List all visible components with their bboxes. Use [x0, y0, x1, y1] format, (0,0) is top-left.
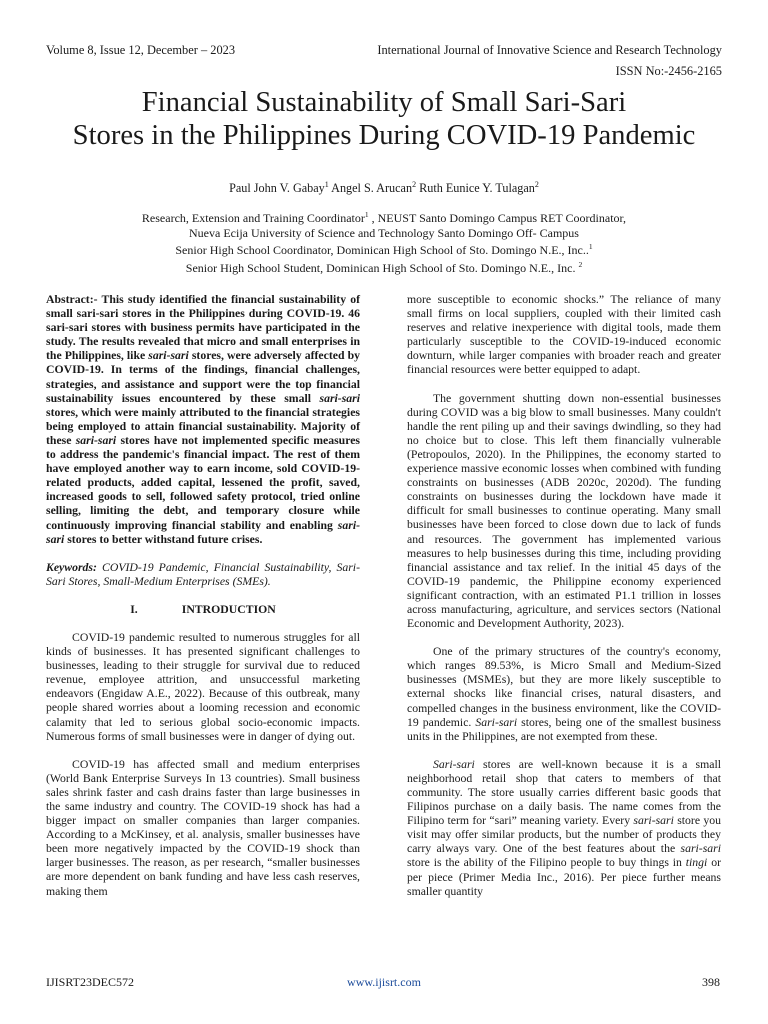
running-header-journal: International Journal of Innovative Science and Research Technology [377, 43, 722, 57]
affiliation-line: Nueva Ecija University of Science and Technology Santo Domingo Off- Campus [189, 225, 579, 240]
affiliations [40, 208, 728, 275]
author-affil-mark: 2 [412, 180, 417, 189]
author-name: Paul John V. Gabay [229, 181, 325, 196]
title-line-1: Financial Sustainability of Small Sari-Sari [141, 87, 627, 118]
left-column [46, 293, 360, 899]
title-line-2: Stores in the Philippines During COVID-19 Pandemic [72, 120, 696, 151]
abstract-label: Abstract:- [46, 293, 98, 306]
keywords: Keywords: COVID-19 Pandemic, Financial Sustainability, Sari-Sari Stores, Small-Medium Enterprises (SMEs). [46, 560, 360, 588]
issn-label: ISSN No:-2456-2165 [615, 64, 722, 78]
abstract: Abstract:- This study identified the financial sustainability of small sari-sari stores in the Philippines during COVID-19. 46 sari-sari stores with business permits have participated in the study. The results revealed that micro and small enterprises in the Philippines, like sari-sari stores, were adversely affected by COVID-19. In terms of the findings, financial challenges, strategies, and assistance and support were the top financial sustainability issues encountered by these small sari-sari stores, which were mainly attributed to the financial strategies being employed to attain financial sustainability. Majority of these sari-sari stores have not implemented specific measures to address the pandemic's financial impact. The rest of them have employed another way to earn income, sold COVID-19-related products, added capital, lessened the profit, saved, increased goods to sell, followed safety protocol, tried online selling, limiting the debt, and temporary closure while continuously improving financial stability and enabling sari-sari stores to better withstand future crises. [46, 293, 361, 546]
footer-paper-code: IJISRT23DEC572 [46, 975, 134, 989]
author-name: Angel S. Arucan [331, 181, 413, 196]
running-header-volume: Volume 8, Issue 12, December – 2023 [46, 43, 236, 57]
section-number: I. [130, 602, 138, 616]
author-affil-mark: 2 [534, 180, 539, 189]
right-column [407, 293, 721, 899]
author-list [0, 180, 768, 196]
section-heading-introduction [46, 603, 360, 617]
footer-page-number: 398 [702, 975, 720, 989]
affiliation-line: Senior High School Student, Dominican High School of Sto. Domingo N.E., Inc. $^2$ [185, 259, 583, 275]
body-paragraph: COVID-19 has affected small and medium enterprises (World Bank Enterprise Surveys In 13 countries). Small business sales shrink faster and cash drains faster than large businesses in the same industry and country. The COVID-19 shock has had a bigger impact on smaller companies than larger companies. According to a McKinsey, et al. analysis, smaller businesses have been more negatively impacted by the COVID-19 shock than larger businesses. The reason, as per research, “smaller businesses are more dependent on bank funding and have less cash reserves, making them [46, 757, 360, 898]
body-paragraph: One of the primary structures of the country's economy, which ranges 89.53%, is Micro Small and Medium-Sized businesses (MSMEs), but they are more likely susceptible to external shocks like financial crises, natural disasters, and compelled changes in the business environment, like the COVID-19 pandemic. Sari-sari stores, being one of the smallest business units in the Philippines, are not exempted from these. [407, 645, 721, 743]
body-paragraph: The government shutting down non-essential businesses during COVID was a big blow to small businesses. Many couldn't handle the rent piling up and their savings dwindling, so they had no choice but to close. This left them financially vulnerable (Petropoulos, 2020). In the Philippines, the economy started to experience massive economic losses when combined with funding constraints on businesses (ADB 2020c, 2020d). The funding constraints on businesses during the lockdown have made it difficult for small businesses to continue operating. Many small businesses have been forced to close down due to lack of funds and resources. The government has implemented various measures to help businesses during this time, including providing financial assistance and tax relief. In the initial 45 days of the COVID-19 pandemic, the Philippine economy experienced significant contraction, with an estimated P1.1 trillion in losses across manufacturing, agriculture, and services sectors (National Economic and Development Authority, 2023). [407, 391, 721, 631]
body-paragraph: Sari-sari stores are well-known because it is a small neighborhood retail shop that caters to members of that community. The store usually carries different basic goods that Filipinos purchase on a daily basis. The name comes from the Filipino term for “sari” meaning variety. Every sari-sari store you visit may offer similar products, but the number of products they carry always vary. One of the best features about the sari-sari store is the ability of the Filipino people to buy things in tingi or per piece (Primer Media Inc., 2016). Per piece further means smaller quantity [407, 757, 721, 898]
body-paragraph: more susceptible to economic shocks.” The reliance of many small firms on local suppliers, coupled with their limited cash reserves and relative inexperience with digital tools, made them particularly susceptible to the COVID-19-induced economic downturn, while larger companies with broader reach and greater financial resources were better equipped to adapt. [407, 293, 721, 377]
author-name: Ruth Eunice Y. Tulagan [419, 181, 535, 196]
footer-website-link[interactable]: www.ijisrt.com [347, 975, 421, 989]
author-affil-mark: 1 [324, 180, 329, 189]
paper-title [30, 86, 738, 152]
body-paragraph: COVID-19 pandemic resulted to numerous struggles for all kinds of businesses. It has presented significant challenges to businesses, leading to their struggle for survival due to reduced revenue, employee attrition, and unsuccessful marketing endeavors (Engidaw A.E., 2022). Because of this outbreak, many people shared worries about a looming recession and economic calamity that led to serious global socio-economic impacts. Numerous forms of small businesses were in danger of dying out. [46, 630, 360, 743]
section-title: INTRODUCTION [181, 602, 276, 616]
affiliation-line: Senior High School Coordinator, Dominican High School of Sto. Domingo N.E., Inc..$^1$ [175, 242, 593, 257]
affiliation-line: Research, Extension and Training Coordinator$^1$ , NEUST Santo Domingo Campus RET Coordinator, [141, 210, 627, 225]
keywords-label: Keywords: [46, 560, 97, 574]
